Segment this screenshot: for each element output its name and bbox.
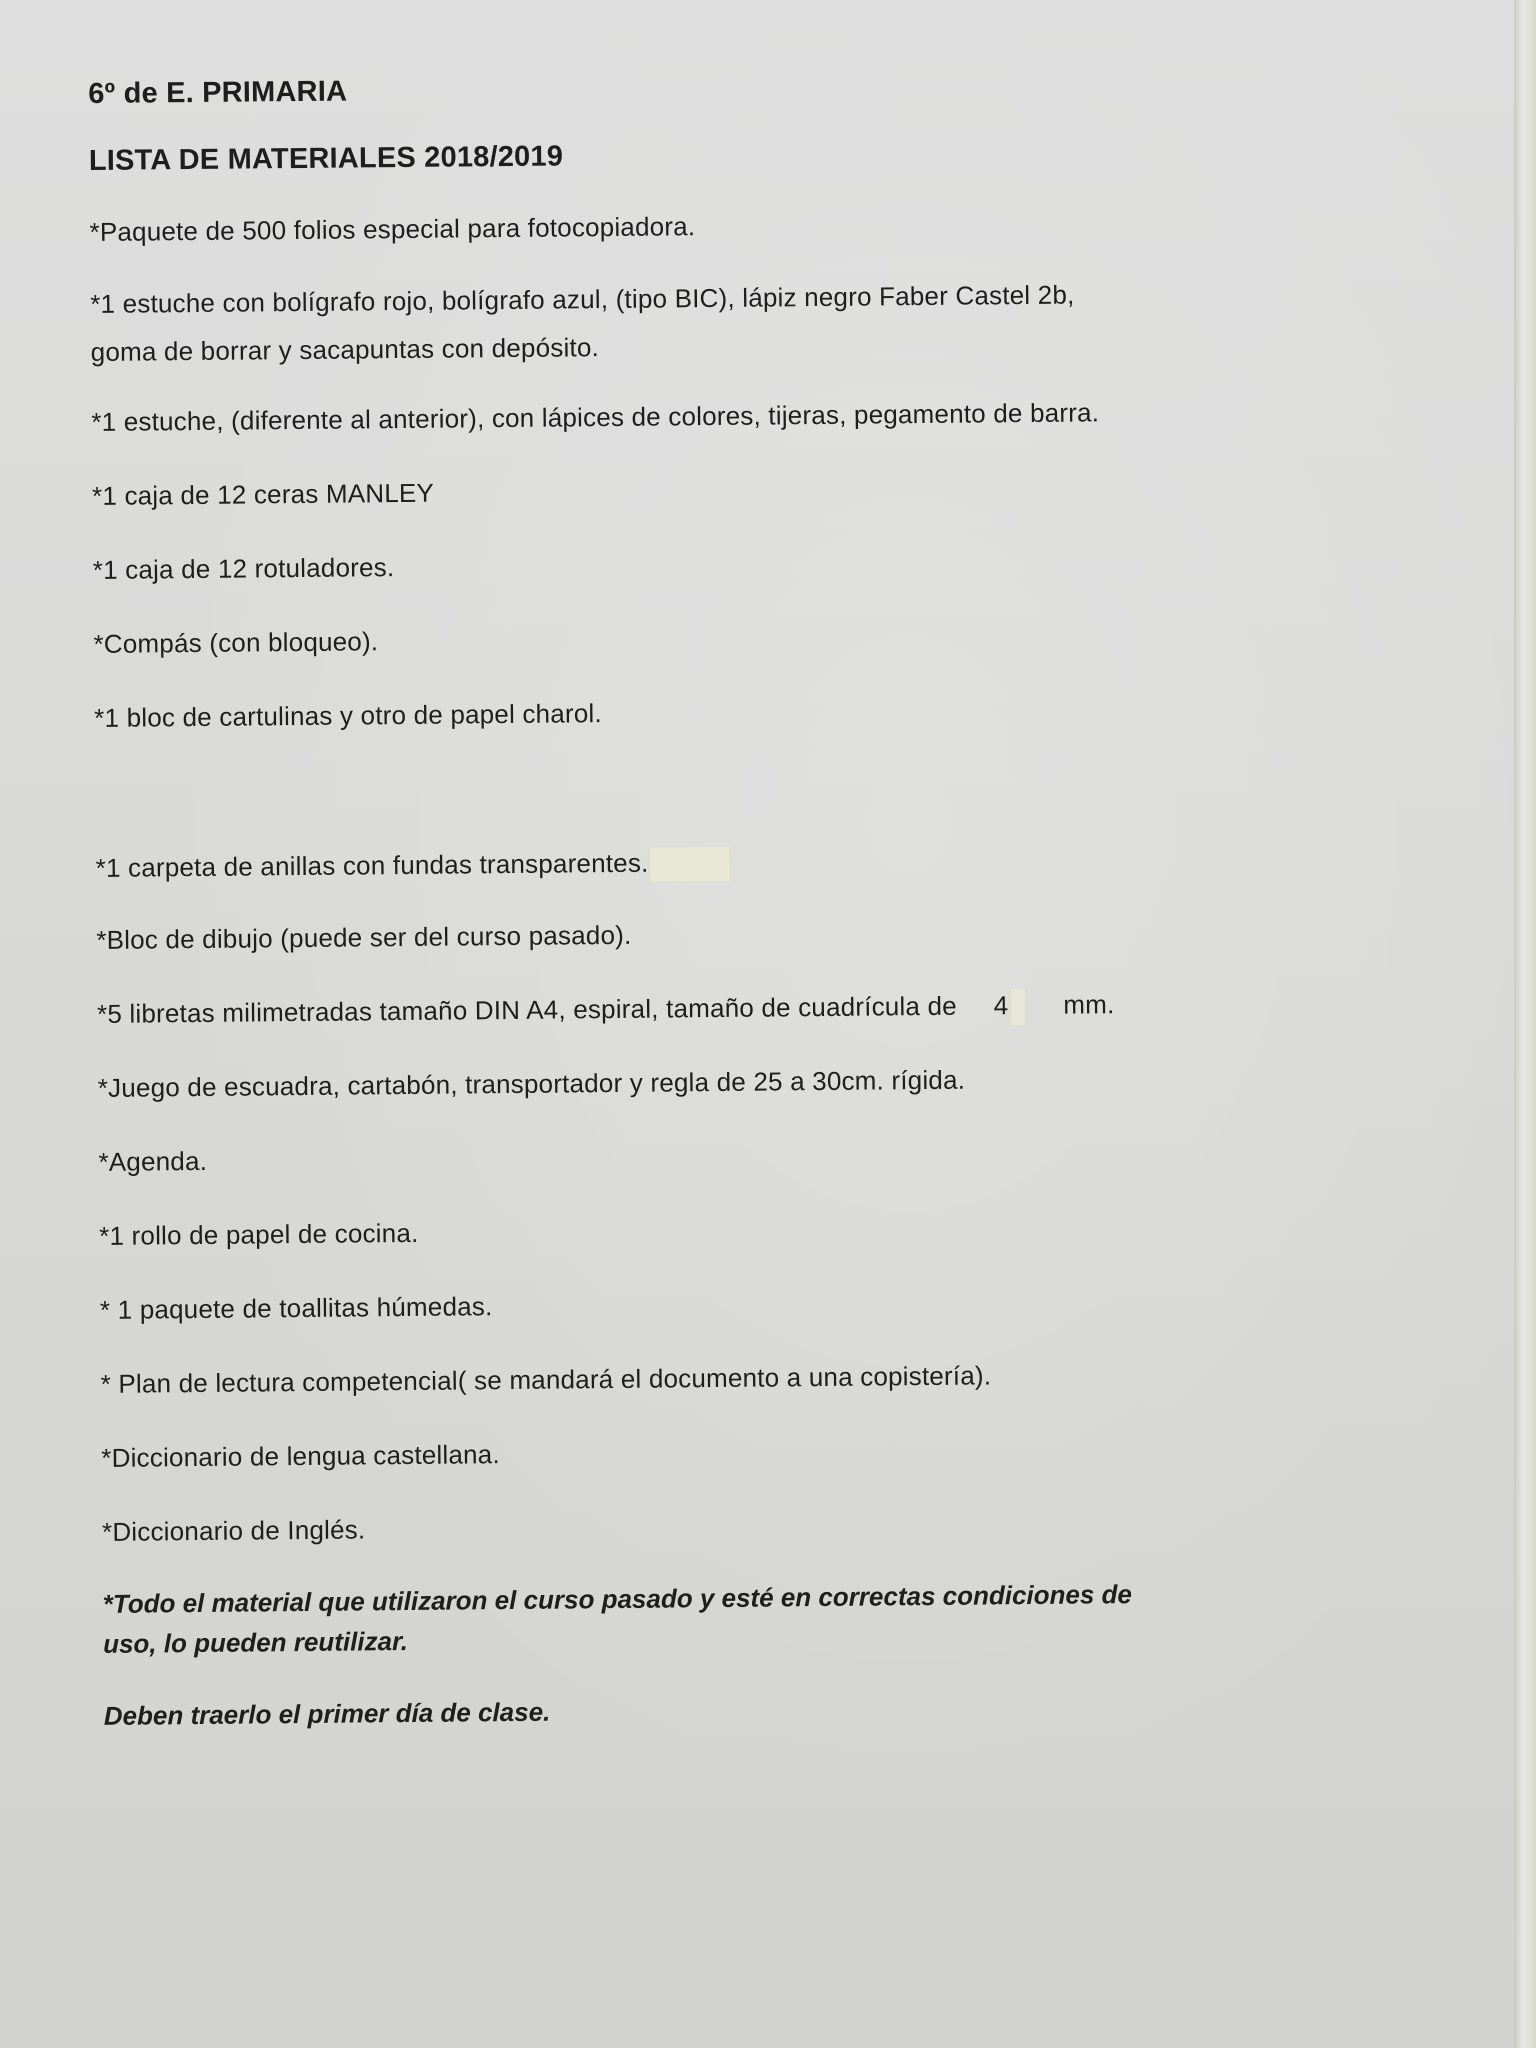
- list-item-text: *1 carpeta de anillas con fundas transparentes.: [95, 847, 649, 883]
- grid-size-unit: mm.: [1063, 989, 1115, 1020]
- closing-note: Deben traerlo el primer día de clase.: [103, 1696, 551, 1732]
- list-item: *Diccionario de lengua castellana.: [101, 1439, 500, 1474]
- note-line: uso, lo pueden reutilizar.: [102, 1626, 409, 1660]
- list-title: LISTA DE MATERIALES 2018/2019: [88, 140, 564, 177]
- list-item: *Juego de escuadra, cartabón, transportador y regla de 25 a 30cm. rígida.: [97, 1064, 966, 1104]
- list-item: * Plan de lectura competencial( se mandará el documento a una copistería).: [100, 1360, 992, 1400]
- list-item: *Bloc de dibujo (puede ser del curso pasado).: [96, 919, 632, 955]
- list-item: *1 bloc de cartulinas y otro de papel charol.: [94, 698, 602, 733]
- list-item: [95, 836, 1295, 888]
- document-body: [88, 58, 1304, 1736]
- grid-size-value: 4: [993, 990, 1009, 1021]
- note-line: *Todo el material que utilizaron el curso pasado y esté en correctas condiciones de: [102, 1579, 1133, 1620]
- list-item-continuation: goma de borrar y sacapuntas con depósito.: [90, 332, 600, 367]
- list-item: *1 estuche con bolígrafo rojo, bolígrafo azul, (tipo BIC), lápiz negro Faber Castel 2b,: [90, 279, 1075, 319]
- grade-heading: 6º de E. PRIMARIA: [88, 75, 348, 110]
- list-item: *Compás (con bloqueo).: [93, 626, 379, 659]
- tape-patch: [648, 847, 730, 882]
- list-item: [97, 982, 1297, 1034]
- list-item: *Agenda.: [98, 1146, 208, 1178]
- list-item-text: *5 libretas milimetradas tamaño DIN A4, espiral, tamaño de cuadrícula de: [96, 990, 957, 1029]
- list-item: *1 caja de 12 ceras MANLEY: [91, 477, 435, 511]
- list-item: *1 caja de 12 rotuladores.: [92, 552, 395, 585]
- paper-edge: [1514, 0, 1536, 2048]
- list-item: * 1 paquete de toallitas húmedas.: [99, 1291, 493, 1326]
- list-item: *1 estuche, (diferente al anterior), con lápices de colores, tijeras, pegamento de barra.: [91, 397, 1100, 437]
- tape-patch: [1010, 989, 1026, 1025]
- list-item: *Paquete de 500 folios especial para fotocopiadora.: [89, 211, 696, 247]
- list-item: *Diccionario de Inglés.: [101, 1514, 366, 1548]
- list-item: *1 rollo de papel de cocina.: [99, 1218, 419, 1252]
